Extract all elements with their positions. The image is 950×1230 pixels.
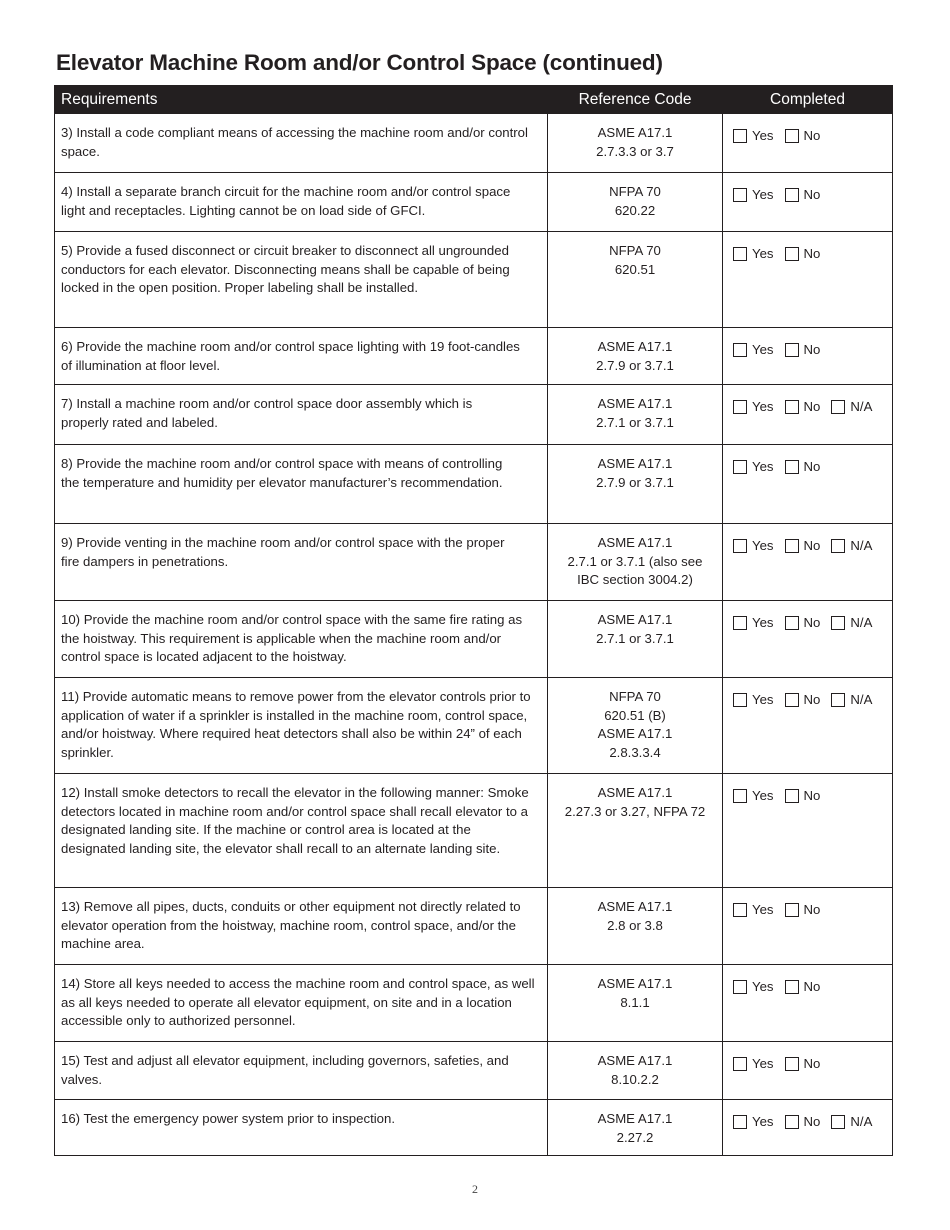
reference-code-cell [548,678,723,774]
table-row [55,173,893,232]
reference-code-line: 2.7.1 or 3.7.1 [596,630,674,646]
completion-options [733,398,892,417]
reference-code-line: 8.1.1 [620,994,650,1010]
requirement-cell [55,232,548,328]
checkbox-no[interactable] [785,400,799,414]
checkbox-na[interactable] [831,616,845,630]
requirement-cell [55,114,548,173]
table-row [55,445,893,524]
checkbox-label: No [803,399,821,414]
reference-code-line: ASME A17.1 [597,1053,673,1068]
reference-code-cell [548,232,723,328]
checkbox-label: Yes [752,1056,774,1071]
option-no[interactable] [785,614,821,633]
checkbox-label: No [803,902,821,917]
reference-code-line: ASME A17.1 [597,1111,673,1126]
requirement-text: 16) Test the emergency power system prior to inspection. [61,1111,395,1126]
checkbox-label: No [803,538,821,553]
checkbox-yes[interactable] [733,539,747,553]
reference-code-line: 620.22 [614,202,656,218]
requirement-cell [55,328,548,385]
reference-code-line: ASME A17.1 [597,976,673,991]
checkbox-yes[interactable] [733,1115,747,1129]
completed-cell [723,328,893,385]
requirement-cell [55,524,548,601]
table-header-row [55,86,893,114]
completion-options [733,691,892,710]
option-no[interactable] [785,127,821,146]
reference-code-line: 2.8 or 3.8 [607,917,663,933]
checkbox-label: No [803,615,821,630]
completion-options [733,458,892,477]
requirement-text: 8) Provide the machine room and/or control space with means of controlling the temperature and humidity per elevator manufacturer’s recommendation. [61,456,503,490]
requirement-text: 15) Test and adjust all elevator equipment, including governors, safeties, and valves. [61,1053,509,1087]
requirement-cell [55,601,548,678]
reference-code-cell [548,524,723,601]
requirement-text: 4) Install a separate branch circuit for the machine room and/or control space light and receptacles. Lighting cannot be on load side of GFCI. [61,184,511,218]
checkbox-label: No [803,459,821,474]
page-number: 2 [472,1182,478,1196]
checkbox-label: Yes [752,399,774,414]
checkbox-label: No [803,187,821,202]
reference-code-line: ASME A17.1 [597,612,673,627]
completion-options [733,1055,892,1074]
checkbox-label: Yes [752,692,774,707]
reference-code-cell [548,445,723,524]
checkbox-label: Yes [752,187,774,202]
option-yes[interactable] [733,245,774,264]
checkbox-label: N/A [850,538,873,553]
reference-code-line: 2.7.9 or 3.7.1 [596,357,674,373]
option-yes[interactable] [733,398,774,417]
option-no[interactable] [785,398,821,417]
reference-code-line: 620.51 [614,261,656,277]
completed-cell [723,888,893,965]
requirement-cell [55,678,548,774]
checkbox-no[interactable] [785,460,799,474]
completion-options [733,127,892,146]
completed-cell [723,173,893,232]
option-yes[interactable] [733,537,774,556]
reference-code-line: 2.7.1 or 3.7.1 (also see [567,553,703,569]
checkbox-label: Yes [752,342,774,357]
reference-code-cell [548,1100,723,1156]
checkbox-label: No [803,979,821,994]
reference-code-line: ASME A17.1 [597,125,673,140]
reference-code-line: 2.7.1 or 3.7.1 [596,414,674,430]
checkbox-yes[interactable] [733,789,747,803]
requirement-text: 10) Provide the machine room and/or control space with the same fire rating as the hoistway. This requirement is applicable when the machine room and/or control space is located adjacent to the hoistway. [61,612,523,665]
checkbox-label: No [803,1114,821,1129]
reference-code-line: ASME A17.1 [597,535,673,550]
option-no[interactable] [785,458,821,477]
reference-code-line: 2.27.2 [616,1129,654,1145]
option-na[interactable] [831,537,872,556]
option-na[interactable] [831,614,872,633]
checkbox-label: Yes [752,902,774,917]
option-yes[interactable] [733,901,774,920]
option-yes[interactable] [733,691,774,710]
completion-options [733,186,892,205]
option-no[interactable] [785,245,821,264]
requirement-cell [55,173,548,232]
reference-code-cell [548,114,723,173]
checkbox-label: No [803,246,821,261]
table-row [55,678,893,774]
checkbox-yes[interactable] [733,129,747,143]
requirement-cell [55,1042,548,1100]
completion-options [733,537,892,556]
reference-code-cell [548,601,723,678]
option-yes[interactable] [733,458,774,477]
table-row [55,232,893,328]
option-no[interactable] [785,186,821,205]
option-yes[interactable] [733,341,774,360]
checkbox-label: Yes [752,538,774,553]
reference-code-line: ASME A17.1 [597,456,673,471]
checkbox-no[interactable] [785,188,799,202]
completion-options [733,614,892,633]
option-yes[interactable] [733,1113,774,1132]
checkbox-yes[interactable] [733,903,747,917]
table-row [55,524,893,601]
reference-code-line: IBC section 3004.2) [577,572,693,588]
checkbox-label: No [803,128,821,143]
completion-options [733,978,892,997]
checkbox-label: Yes [752,246,774,261]
checkbox-no[interactable] [785,789,799,803]
checkbox-no[interactable] [785,129,799,143]
option-yes[interactable] [733,787,774,806]
completion-options [733,1113,892,1132]
completed-cell [723,114,893,173]
requirements-table [54,85,893,1156]
requirement-text: 14) Store all keys needed to access the machine room and control space, as well as all keys needed to operate all elevator equipment, on site and in a location accessible only to authorized personnel. [61,976,535,1029]
checkbox-label: Yes [752,1114,774,1129]
checkbox-yes[interactable] [733,693,747,707]
header-completed: Completed [723,86,893,114]
option-na[interactable] [831,691,872,710]
reference-code-line: ASME A17.1 [597,899,673,914]
requirement-text: 5) Provide a fused disconnect or circuit breaker to disconnect all ungrounded conductors for each elevator. Disconnecting means shall be capable of being locked in the open position. Proper labeling shall be installed. [61,243,510,296]
table-row [55,385,893,445]
completion-options [733,787,892,806]
completed-cell [723,524,893,601]
checkbox-yes[interactable] [733,980,747,994]
table-row [55,328,893,385]
reference-code-line: 2.7.3.3 or 3.7 [596,143,674,159]
option-no[interactable] [785,537,821,556]
completion-options [733,341,892,360]
completed-cell [723,1042,893,1100]
reference-code-line: NFPA 70 [609,689,661,704]
reference-code-cell [548,1042,723,1100]
requirement-text: 7) Install a machine room and/or control space door assembly which is properly rated and labeled. [61,396,473,430]
requirement-text: 13) Remove all pipes, ducts, conduits or other equipment not directly related to elevator operation from the hoistway, machine room, control space, and/or the machine area. [61,899,521,952]
checkbox-no[interactable] [785,903,799,917]
checkbox-label: Yes [752,459,774,474]
reference-code-cell [548,328,723,385]
checkbox-no[interactable] [785,247,799,261]
requirement-text: 9) Provide venting in the machine room and/or control space with the proper fire dampers in penetrations. [61,535,505,569]
reference-code-line: 620.51 (B) [604,707,666,723]
completion-options [733,901,892,920]
table-row [55,965,893,1042]
option-yes[interactable] [733,1055,774,1074]
option-yes[interactable] [733,127,774,146]
reference-code-line: 8.10.2.2 [611,1071,659,1087]
checkbox-no[interactable] [785,1057,799,1071]
requirement-cell [55,445,548,524]
option-no[interactable] [785,1055,821,1074]
option-na[interactable] [831,398,872,417]
reference-code-cell [548,385,723,445]
reference-code-line: ASME A17.1 [597,396,673,411]
checkbox-no[interactable] [785,539,799,553]
option-yes[interactable] [733,978,774,997]
checkbox-no[interactable] [785,616,799,630]
table-body [55,114,893,1156]
checkbox-na[interactable] [831,539,845,553]
checkbox-yes[interactable] [733,616,747,630]
table-row [55,1042,893,1100]
option-no[interactable] [785,691,821,710]
option-no[interactable] [785,978,821,997]
completed-cell [723,774,893,888]
checkbox-yes[interactable] [733,400,747,414]
checkbox-yes[interactable] [733,188,747,202]
reference-code-cell [548,774,723,888]
reference-code-line: 2.8.3.3.4 [609,744,661,760]
completed-cell [723,232,893,328]
completion-options [733,245,892,264]
table-row [55,888,893,965]
checkbox-label: No [803,342,821,357]
checkbox-label: N/A [850,1114,873,1129]
checkbox-label: N/A [850,692,873,707]
requirement-cell [55,965,548,1042]
checkbox-yes[interactable] [733,343,747,357]
checkbox-label: Yes [752,979,774,994]
checkbox-na[interactable] [831,693,845,707]
checkbox-label: No [803,788,821,803]
table-row [55,114,893,173]
checkbox-yes[interactable] [733,460,747,474]
requirement-text: 11) Provide automatic means to remove power from the elevator controls prior to application of water if a sprinkler is installed in the machine room, control space, and/or hoistway. Where required heat detectors shall also be within 24” of each sprinkler. [61,689,531,760]
checkbox-na[interactable] [831,400,845,414]
option-yes[interactable] [733,186,774,205]
header-reference-code: Reference Code [548,86,723,114]
completed-cell [723,965,893,1042]
option-yes[interactable] [733,614,774,633]
checkbox-no[interactable] [785,980,799,994]
requirement-text: 6) Provide the machine room and/or control space lighting with 19 foot-candles of illumination at floor level. [61,339,520,373]
completed-cell [723,601,893,678]
option-no[interactable] [785,341,821,360]
table-row [55,1100,893,1156]
checkbox-label: N/A [850,615,873,630]
reference-code-cell [548,173,723,232]
option-no[interactable] [785,1113,821,1132]
reference-code-line: ASME A17.1 [597,726,673,742]
option-na[interactable] [831,1113,872,1132]
option-no[interactable] [785,787,821,806]
checkbox-label: Yes [752,788,774,803]
requirement-text: 12) Install smoke detectors to recall the elevator in the following manner: Smoke detectors located in machine room and/or control space shall recall elevator to a designated landing site. If the machine or control area is located at the designated landing site, the elevator shall recall to an alternate landing site. [61,785,529,856]
checkbox-na[interactable] [831,1115,845,1129]
requirement-cell [55,888,548,965]
reference-code-line: 2.7.9 or 3.7.1 [596,474,674,490]
reference-code-cell [548,888,723,965]
reference-code-line: NFPA 70 [609,243,661,258]
completed-cell [723,1100,893,1156]
option-no[interactable] [785,901,821,920]
checkbox-label: No [803,692,821,707]
reference-code-line: ASME A17.1 [597,785,673,800]
checkbox-yes[interactable] [733,1057,747,1071]
checkbox-label: Yes [752,128,774,143]
requirement-cell [55,385,548,445]
checkbox-label: N/A [850,399,873,414]
completed-cell [723,445,893,524]
table-row [55,601,893,678]
header-requirements: Requirements [55,86,548,114]
requirement-cell [55,774,548,888]
checkbox-no[interactable] [785,343,799,357]
requirement-text: 3) Install a code compliant means of accessing the machine room and/or control space. [61,125,528,159]
reference-code-cell [548,965,723,1042]
reference-code-line: ASME A17.1 [597,339,673,354]
checkbox-no[interactable] [785,1115,799,1129]
reference-code-line: NFPA 70 [609,184,661,199]
checkbox-label: No [803,1056,821,1071]
checkbox-label: Yes [752,615,774,630]
checkbox-no[interactable] [785,693,799,707]
completed-cell [723,678,893,774]
table-row [55,774,893,888]
requirement-cell [55,1100,548,1156]
checkbox-yes[interactable] [733,247,747,261]
page-title: Elevator Machine Room and/or Control Space (continued) [56,50,663,75]
completed-cell [723,385,893,445]
reference-code-line: 2.27.3 or 3.27, NFPA 72 [564,803,706,819]
